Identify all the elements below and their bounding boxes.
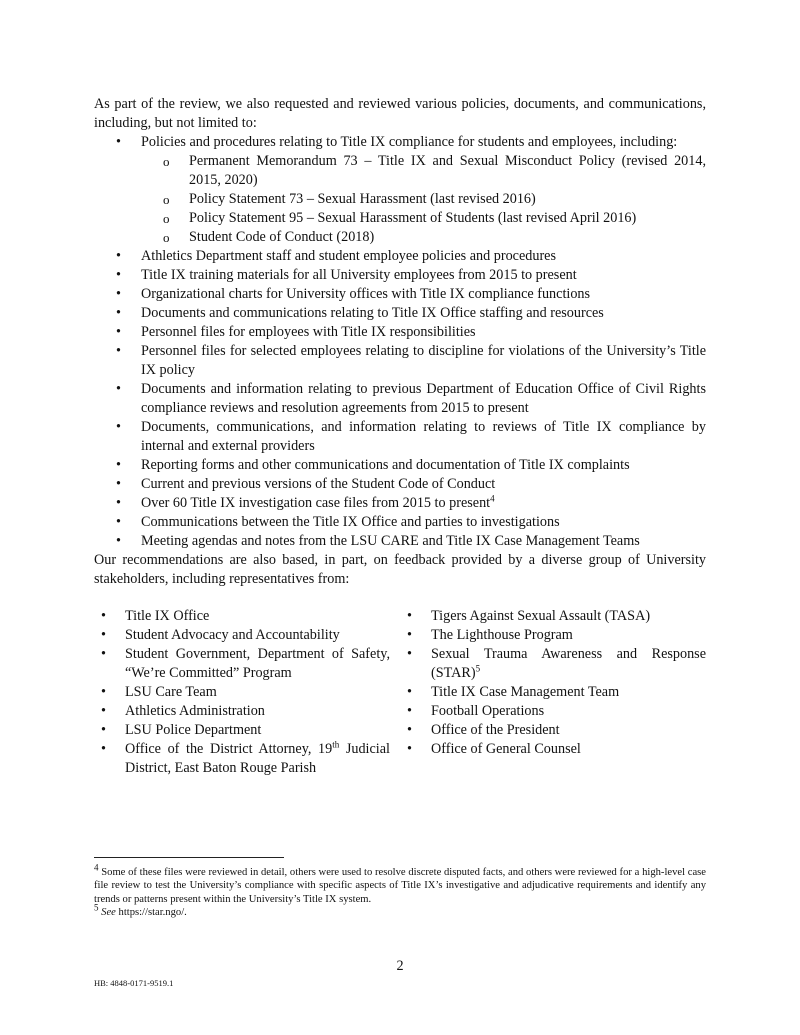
stakeholder-item: • Title IX Case Management Team [400,683,706,702]
stakeholder-item: • Title IX Office [94,607,400,626]
footnote-number: 4 [94,862,99,873]
reviewed-materials-list [94,133,706,551]
stakeholders-columns [94,607,706,778]
footnote-5 [94,902,706,919]
stakeholders-right-list [400,607,706,759]
star-text: Sexual Trauma Awareness and Response (STAR) [431,646,706,681]
page-body [94,95,706,778]
sub-list-item: o Student Code of Conduct (2018) [141,228,706,247]
stakeholder-item: • Athletics Administration [94,702,400,721]
policy-sublist [141,152,706,247]
sub-list-item: o Policy Statement 73 – Sexual Harassment (last revised 2016) [141,190,706,209]
footnote-separator [94,857,284,858]
footnote-ref-4[interactable]: 4 [490,493,495,504]
stakeholder-item: • The Lighthouse Program [400,626,706,645]
stakeholder-item: • Student Government, Department of Safety, “We’re Committed” Program [94,645,400,683]
stakeholder-item: • Student Advocacy and Accountability [94,626,400,645]
footnote-text: Some of these files were reviewed in detail, others were used to resolve discrete disputed facts, and others were reviewed for a high-level case file review to test the University’s compliance with specific aspects of Title IX’s investigative and adjudicative requirements and identify any trends or patterns present within the University’s Title IX system. [94,867,706,905]
list-item: • Organizational charts for University offices with Title IX compliance functions [94,285,706,304]
list-item [94,494,706,513]
list-item: • Title IX training materials for all University employees from 2015 to present [94,266,706,285]
da-text-before: Office of the District Attorney, 19 [125,741,333,757]
sub-list-item: o Permanent Memorandum 73 – Title IX and Sexual Misconduct Policy (revised 2014, 2015, 2020) [141,152,706,190]
page-number: 2 [396,958,404,974]
stakeholder-item: • LSU Care Team [94,683,400,702]
footnote-number: 5 [94,902,99,913]
stakeholder-item [94,740,400,778]
list-item-text: Over 60 Title IX investigation case files from 2015 to present [141,495,491,511]
stakeholder-item: • Tigers Against Sexual Assault (TASA) [400,607,706,626]
list-item: • Athletics Department staff and student employee policies and procedures [94,247,706,266]
document-id: HB: 4848-0171-9519.1 [94,978,174,988]
da-text-after: Judicial District, East Baton Rouge Parish [125,741,390,776]
sub-list-item: o Policy Statement 95 – Sexual Harassment of Students (last revised April 2016) [141,209,706,228]
list-item: • Documents and communications relating to Title IX Office staffing and resources [94,304,706,323]
list-item: • Documents and information relating to previous Department of Education Office of Civil Rights compliance reviews and resolution agreements from 2015 to present [94,380,706,418]
list-item: • Reporting forms and other communications and documentation of Title IX complaints [94,456,706,475]
stakeholders-paragraph: Our recommendations are also based, in part, on feedback provided by a diverse group of University stakeholders, including representatives from: [94,552,706,587]
list-item: • Documents, communications, and information relating to reviews of Title IX compliance by internal and external providers [94,418,706,456]
footnote-4 [94,862,706,906]
stakeholders-left-list [94,607,400,778]
list-item [94,133,706,247]
list-item: • Personnel files for selected employees relating to discipline for violations of the University’s Title IX policy [94,342,706,380]
intro-paragraph: As part of the review, we also requested and reviewed various policies, documents, and communications, including, but not limited to: [94,96,706,131]
stakeholder-item: • Office of the President [400,721,706,740]
list-item: • Current and previous versions of the Student Code of Conduct [94,475,706,494]
footnotes [94,862,706,920]
stakeholder-item: • LSU Police Department [94,721,400,740]
stakeholder-item: • Office of General Counsel [400,740,706,759]
footnote-see: See [101,907,116,919]
ordinal-suffix: th [332,739,340,750]
list-item: • Meeting agendas and notes from the LSU CARE and Title IX Case Management Teams [94,532,706,551]
list-item-text: Policies and procedures relating to Title IX compliance for students and employees, including: [141,134,678,150]
stakeholders-left-column [94,607,400,778]
footnote-ref-5[interactable]: 5 [475,663,481,674]
stakeholders-right-column [400,607,706,778]
list-item: • Personnel files for employees with Title IX responsibilities [94,323,706,342]
stakeholder-item: • Football Operations [400,702,706,721]
stakeholder-item [400,645,706,683]
list-item: • Communications between the Title IX Office and parties to investigations [94,513,706,532]
footnote-link[interactable]: https://star.ngo/. [118,907,187,919]
